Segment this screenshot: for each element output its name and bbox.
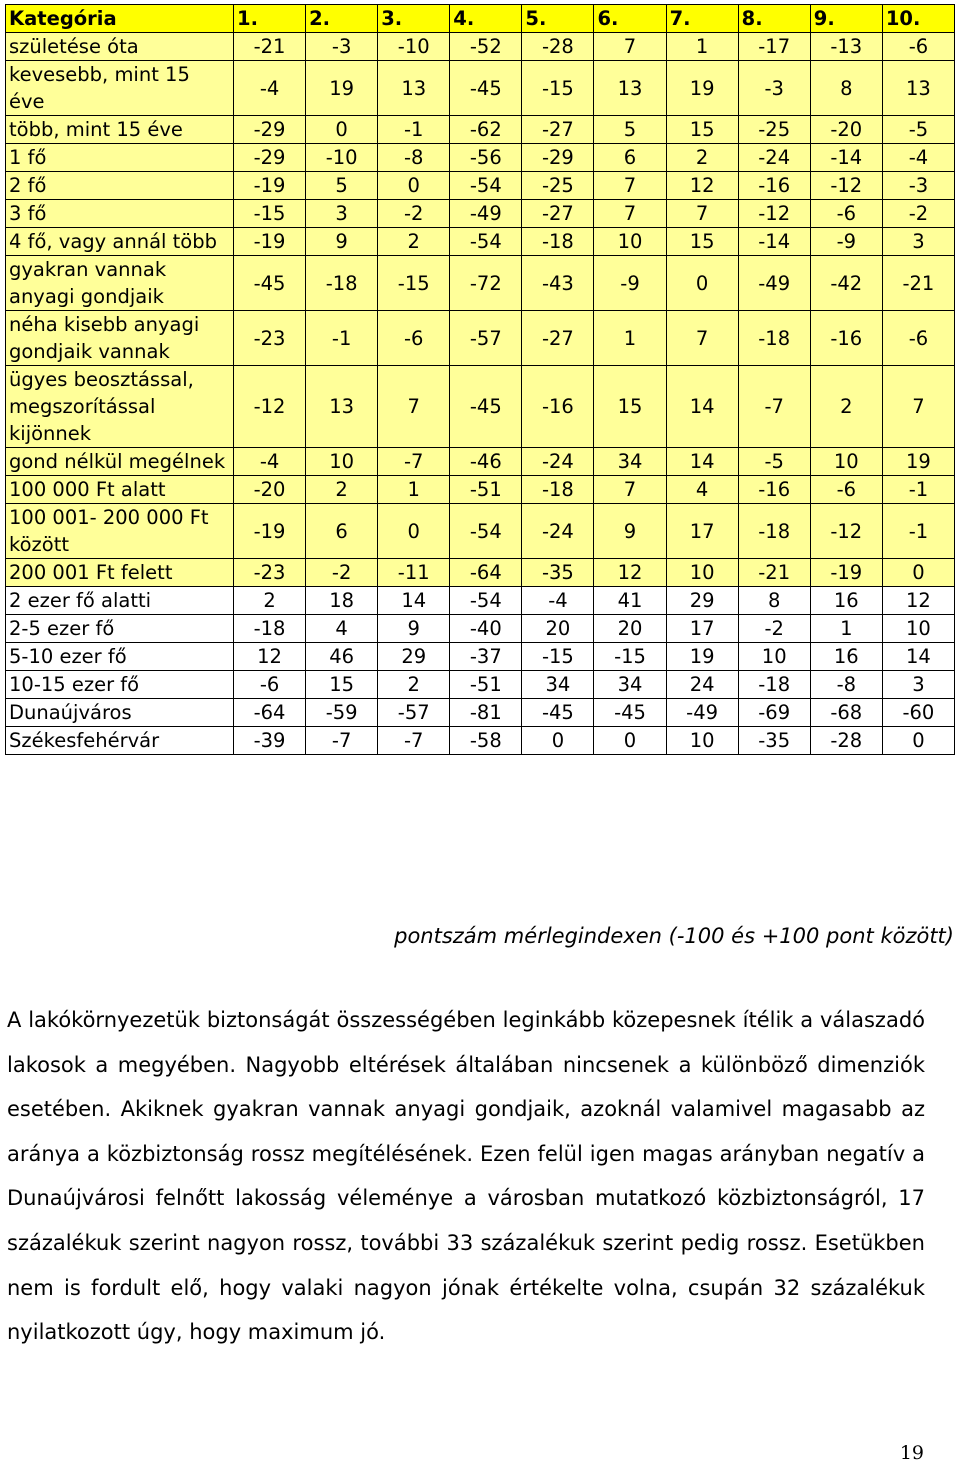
cell-value: 7 xyxy=(882,366,954,448)
cell-value: -2 xyxy=(738,615,810,643)
header-col-10: 10. xyxy=(882,5,954,33)
cell-value: -15 xyxy=(378,256,450,311)
cell-value: -4 xyxy=(882,144,954,172)
cell-value: -62 xyxy=(450,116,522,144)
cell-value: -21 xyxy=(234,33,306,61)
cell-value: -7 xyxy=(306,727,378,755)
cell-value: -4 xyxy=(522,587,594,615)
table-row xyxy=(6,228,955,256)
cell-value: -25 xyxy=(738,116,810,144)
cell-value: 14 xyxy=(378,587,450,615)
cell-value: -45 xyxy=(450,61,522,116)
cell-value: -12 xyxy=(738,200,810,228)
cell-value: -15 xyxy=(234,200,306,228)
cell-value: -54 xyxy=(450,172,522,200)
cell-value: -19 xyxy=(234,172,306,200)
row-label: 5-10 ezer fő xyxy=(6,643,234,671)
cell-value: 15 xyxy=(306,671,378,699)
row-label: kevesebb, mint 15 éve xyxy=(6,61,234,116)
table-row xyxy=(6,504,955,559)
cell-value: -24 xyxy=(738,144,810,172)
table-body xyxy=(6,33,955,755)
header-row xyxy=(6,5,955,33)
cell-value: -45 xyxy=(522,699,594,727)
cell-value: -29 xyxy=(522,144,594,172)
cell-value: -27 xyxy=(522,116,594,144)
cell-value: 10 xyxy=(882,615,954,643)
row-label: 1 fő xyxy=(6,144,234,172)
cell-value: 34 xyxy=(594,671,666,699)
table-row xyxy=(6,256,955,311)
cell-value: -3 xyxy=(738,61,810,116)
cell-value: 7 xyxy=(594,33,666,61)
cell-value: 10 xyxy=(594,228,666,256)
cell-value: -16 xyxy=(738,476,810,504)
cell-value: 13 xyxy=(378,61,450,116)
cell-value: -49 xyxy=(666,699,738,727)
cell-value: -1 xyxy=(882,504,954,559)
cell-value: 12 xyxy=(666,172,738,200)
cell-value: -39 xyxy=(234,727,306,755)
cell-value: -37 xyxy=(450,643,522,671)
cell-value: -21 xyxy=(738,559,810,587)
cell-value: 6 xyxy=(594,144,666,172)
table-row xyxy=(6,643,955,671)
cell-value: 20 xyxy=(522,615,594,643)
cell-value: 13 xyxy=(882,61,954,116)
cell-value: -18 xyxy=(234,615,306,643)
header-col-4: 4. xyxy=(450,5,522,33)
cell-value: -28 xyxy=(522,33,594,61)
cell-value: -18 xyxy=(522,228,594,256)
cell-value: -7 xyxy=(378,448,450,476)
row-label: 2 ezer fő alatti xyxy=(6,587,234,615)
row-label: ügyes beosztással, megszorítással kijönnek xyxy=(6,366,234,448)
cell-value: -49 xyxy=(450,200,522,228)
cell-value: -18 xyxy=(738,311,810,366)
table-row xyxy=(6,311,955,366)
header-col-8: 8. xyxy=(738,5,810,33)
cell-value: 14 xyxy=(666,366,738,448)
cell-value: 10 xyxy=(666,727,738,755)
cell-value: 19 xyxy=(666,61,738,116)
cell-value: -40 xyxy=(450,615,522,643)
cell-value: 16 xyxy=(810,587,882,615)
cell-value: -51 xyxy=(450,476,522,504)
cell-value: -6 xyxy=(378,311,450,366)
cell-value: -15 xyxy=(522,61,594,116)
cell-value: 0 xyxy=(378,504,450,559)
cell-value: -9 xyxy=(594,256,666,311)
cell-value: 1 xyxy=(594,311,666,366)
results-table xyxy=(5,4,955,755)
cell-value: 4 xyxy=(306,615,378,643)
row-label: Székesfehérvár xyxy=(6,727,234,755)
cell-value: 7 xyxy=(594,200,666,228)
table-row xyxy=(6,587,955,615)
cell-value: 17 xyxy=(666,615,738,643)
cell-value: -6 xyxy=(810,200,882,228)
cell-value: 3 xyxy=(306,200,378,228)
cell-value: -54 xyxy=(450,504,522,559)
cell-value: -23 xyxy=(234,559,306,587)
table-row xyxy=(6,61,955,116)
cell-value: -27 xyxy=(522,200,594,228)
header-col-7: 7. xyxy=(666,5,738,33)
cell-value: 29 xyxy=(378,643,450,671)
cell-value: 19 xyxy=(882,448,954,476)
cell-value: -46 xyxy=(450,448,522,476)
row-label: születése óta xyxy=(6,33,234,61)
cell-value: 10 xyxy=(738,643,810,671)
cell-value: -9 xyxy=(810,228,882,256)
cell-value: -57 xyxy=(378,699,450,727)
cell-value: -64 xyxy=(234,699,306,727)
cell-value: -17 xyxy=(738,33,810,61)
cell-value: -19 xyxy=(810,559,882,587)
cell-value: 16 xyxy=(810,643,882,671)
cell-value: -52 xyxy=(450,33,522,61)
row-label: több, mint 15 éve xyxy=(6,116,234,144)
row-label: 3 fő xyxy=(6,200,234,228)
cell-value: -15 xyxy=(522,643,594,671)
cell-value: -64 xyxy=(450,559,522,587)
cell-value: 10 xyxy=(810,448,882,476)
cell-value: 14 xyxy=(882,643,954,671)
cell-value: 34 xyxy=(522,671,594,699)
table-row xyxy=(6,699,955,727)
cell-value: 1 xyxy=(810,615,882,643)
table-row xyxy=(6,448,955,476)
cell-value: -4 xyxy=(234,448,306,476)
cell-value: 12 xyxy=(594,559,666,587)
cell-value: -28 xyxy=(810,727,882,755)
cell-value: 7 xyxy=(666,311,738,366)
cell-value: 10 xyxy=(666,559,738,587)
cell-value: -35 xyxy=(738,727,810,755)
cell-value: -60 xyxy=(882,699,954,727)
cell-value: 0 xyxy=(882,559,954,587)
cell-value: 2 xyxy=(378,671,450,699)
cell-value: 8 xyxy=(738,587,810,615)
cell-value: -45 xyxy=(234,256,306,311)
cell-value: 12 xyxy=(234,643,306,671)
cell-value: -20 xyxy=(810,116,882,144)
cell-value: -10 xyxy=(306,144,378,172)
cell-value: 2 xyxy=(810,366,882,448)
cell-value: -15 xyxy=(594,643,666,671)
cell-value: -14 xyxy=(738,228,810,256)
cell-value: 13 xyxy=(306,366,378,448)
table-row xyxy=(6,671,955,699)
cell-value: 0 xyxy=(306,116,378,144)
cell-value: 15 xyxy=(666,116,738,144)
cell-value: -59 xyxy=(306,699,378,727)
table-row xyxy=(6,727,955,755)
cell-value: -25 xyxy=(522,172,594,200)
cell-value: -3 xyxy=(306,33,378,61)
cell-value: -16 xyxy=(522,366,594,448)
row-label: gond nélkül megélnek xyxy=(6,448,234,476)
cell-value: 18 xyxy=(306,587,378,615)
cell-value: -8 xyxy=(810,671,882,699)
cell-value: -56 xyxy=(450,144,522,172)
cell-value: 15 xyxy=(666,228,738,256)
cell-value: 29 xyxy=(666,587,738,615)
cell-value: -18 xyxy=(738,504,810,559)
cell-value: -12 xyxy=(810,504,882,559)
cell-value: -72 xyxy=(450,256,522,311)
cell-value: 0 xyxy=(594,727,666,755)
header-col-1: 1. xyxy=(234,5,306,33)
cell-value: -23 xyxy=(234,311,306,366)
cell-value: -29 xyxy=(234,144,306,172)
cell-value: 7 xyxy=(378,366,450,448)
cell-value: -58 xyxy=(450,727,522,755)
row-label: néha kisebb anyagi gondjaik vannak xyxy=(6,311,234,366)
table-row xyxy=(6,559,955,587)
cell-value: -45 xyxy=(450,366,522,448)
cell-value: 7 xyxy=(666,200,738,228)
cell-value: -18 xyxy=(738,671,810,699)
cell-value: 0 xyxy=(666,256,738,311)
cell-value: 7 xyxy=(594,172,666,200)
cell-value: 46 xyxy=(306,643,378,671)
cell-value: 5 xyxy=(594,116,666,144)
cell-value: 0 xyxy=(882,727,954,755)
cell-value: -43 xyxy=(522,256,594,311)
cell-value: 17 xyxy=(666,504,738,559)
cell-value: -1 xyxy=(882,476,954,504)
cell-value: -2 xyxy=(378,200,450,228)
cell-value: 9 xyxy=(378,615,450,643)
cell-value: -6 xyxy=(882,33,954,61)
cell-value: -57 xyxy=(450,311,522,366)
cell-value: 2 xyxy=(666,144,738,172)
cell-value: 9 xyxy=(594,504,666,559)
cell-value: -6 xyxy=(882,311,954,366)
cell-value: 14 xyxy=(666,448,738,476)
row-label: 100 001- 200 000 Ft között xyxy=(6,504,234,559)
cell-value: 13 xyxy=(594,61,666,116)
cell-value: -69 xyxy=(738,699,810,727)
cell-value: 24 xyxy=(666,671,738,699)
table-row xyxy=(6,172,955,200)
cell-value: -4 xyxy=(234,61,306,116)
cell-value: 0 xyxy=(378,172,450,200)
cell-value: 2 xyxy=(378,228,450,256)
row-label: 10-15 ezer fő xyxy=(6,671,234,699)
table-row xyxy=(6,116,955,144)
row-label: 2 fő xyxy=(6,172,234,200)
cell-value: -19 xyxy=(234,504,306,559)
table-row xyxy=(6,33,955,61)
table-caption: pontszám mérlegindexen (-100 és +100 pont között) xyxy=(394,924,954,948)
cell-value: 3 xyxy=(882,228,954,256)
table-row xyxy=(6,366,955,448)
cell-value: -54 xyxy=(450,587,522,615)
cell-value: -6 xyxy=(810,476,882,504)
cell-value: -8 xyxy=(378,144,450,172)
cell-value: -68 xyxy=(810,699,882,727)
cell-value: 5 xyxy=(306,172,378,200)
cell-value: 15 xyxy=(594,366,666,448)
cell-value: -7 xyxy=(378,727,450,755)
cell-value: -13 xyxy=(810,33,882,61)
cell-value: 12 xyxy=(882,587,954,615)
cell-value: 7 xyxy=(594,476,666,504)
header-col-9: 9. xyxy=(810,5,882,33)
header-col-5: 5. xyxy=(522,5,594,33)
cell-value: -21 xyxy=(882,256,954,311)
cell-value: 2 xyxy=(234,587,306,615)
cell-value: -45 xyxy=(594,699,666,727)
cell-value: -1 xyxy=(378,116,450,144)
cell-value: 20 xyxy=(594,615,666,643)
cell-value: -5 xyxy=(738,448,810,476)
row-label: gyakran vannak anyagi gondjaik xyxy=(6,256,234,311)
cell-value: -2 xyxy=(882,200,954,228)
cell-value: -6 xyxy=(234,671,306,699)
cell-value: 10 xyxy=(306,448,378,476)
cell-value: 9 xyxy=(306,228,378,256)
cell-value: -20 xyxy=(234,476,306,504)
row-label: Dunaújváros xyxy=(6,699,234,727)
cell-value: -3 xyxy=(882,172,954,200)
cell-value: -1 xyxy=(306,311,378,366)
table-row xyxy=(6,200,955,228)
cell-value: -81 xyxy=(450,699,522,727)
cell-value: 8 xyxy=(810,61,882,116)
cell-value: -49 xyxy=(738,256,810,311)
cell-value: -24 xyxy=(522,504,594,559)
cell-value: -16 xyxy=(738,172,810,200)
cell-value: -54 xyxy=(450,228,522,256)
page-number: 19 xyxy=(899,1442,924,1464)
table-row xyxy=(6,615,955,643)
cell-value: -5 xyxy=(882,116,954,144)
table-row xyxy=(6,144,955,172)
row-label: 2-5 ezer fő xyxy=(6,615,234,643)
cell-value: -24 xyxy=(522,448,594,476)
cell-value: 3 xyxy=(882,671,954,699)
cell-value: 34 xyxy=(594,448,666,476)
cell-value: -42 xyxy=(810,256,882,311)
cell-value: -16 xyxy=(810,311,882,366)
cell-value: -14 xyxy=(810,144,882,172)
cell-value: 0 xyxy=(522,727,594,755)
cell-value: -27 xyxy=(522,311,594,366)
header-col-3: 3. xyxy=(378,5,450,33)
row-label: 4 fő, vagy annál több xyxy=(6,228,234,256)
cell-value: 41 xyxy=(594,587,666,615)
cell-value: -11 xyxy=(378,559,450,587)
cell-value: -35 xyxy=(522,559,594,587)
cell-value: -18 xyxy=(522,476,594,504)
cell-value: 1 xyxy=(666,33,738,61)
header-col-2: 2. xyxy=(306,5,378,33)
cell-value: 4 xyxy=(666,476,738,504)
header-category: Kategória xyxy=(6,5,234,33)
cell-value: -29 xyxy=(234,116,306,144)
cell-value: -2 xyxy=(306,559,378,587)
table-row xyxy=(6,476,955,504)
cell-value: -19 xyxy=(234,228,306,256)
cell-value: -7 xyxy=(738,366,810,448)
cell-value: 1 xyxy=(378,476,450,504)
cell-value: 19 xyxy=(666,643,738,671)
cell-value: -18 xyxy=(306,256,378,311)
cell-value: 19 xyxy=(306,61,378,116)
cell-value: -12 xyxy=(810,172,882,200)
cell-value: 2 xyxy=(306,476,378,504)
cell-value: -51 xyxy=(450,671,522,699)
header-col-6: 6. xyxy=(594,5,666,33)
body-paragraph: A lakókörnyezetük biztonságát összességében leginkább közepesnek ítélik a válaszadó lakosok a megyében. Nagyobb eltérések általában nincsenek a különböző dimenziók esetében. Akiknek gyakran vannak anyagi gondjaik, azoknál valamivel magasabb az aránya a közbiztonság rossz megítélésének. Ezen felül igen magas arányban negatív a Dunaújvárosi felnőtt lakosság véleménye a városban mutatkozó közbiztonságról, 17 százalékuk szerint nagyon rossz, további 33 százalékuk szerint pedig rossz. Esetükben nem is fordult elő, hogy valaki nagyon jónak értékelte volna, csupán 32 százalékuk nyilatkozott úgy, hogy maximum jó. xyxy=(7,1008,925,1345)
cell-value: -10 xyxy=(378,33,450,61)
row-label: 200 001 Ft felett xyxy=(6,559,234,587)
row-label: 100 000 Ft alatt xyxy=(6,476,234,504)
cell-value: -12 xyxy=(234,366,306,448)
cell-value: 6 xyxy=(306,504,378,559)
